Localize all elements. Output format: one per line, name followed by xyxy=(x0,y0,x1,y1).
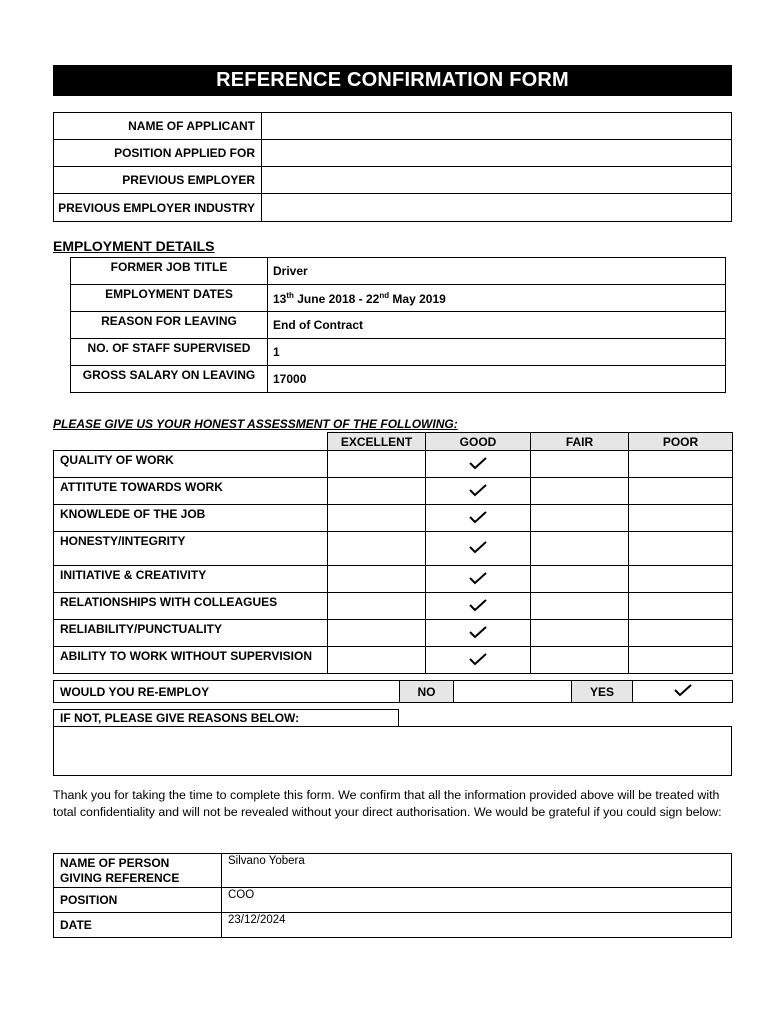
assessment-criterion-label: RELIABILITY/PUNCTUALITY xyxy=(54,620,328,647)
column-good: GOOD xyxy=(426,433,531,451)
rating-cell-fair[interactable] xyxy=(531,566,629,593)
rating-cell-good[interactable] xyxy=(426,532,531,566)
applicant-row xyxy=(54,113,732,140)
rating-cell-fair[interactable] xyxy=(531,451,629,478)
assessment-row xyxy=(54,532,733,566)
assessment-criterion-label: QUALITY OF WORK xyxy=(54,451,328,478)
assessment-criterion-label: ATTITUTE TOWARDS WORK xyxy=(54,478,328,505)
rating-cell-excellent[interactable] xyxy=(328,593,426,620)
reason-for-leaving-field[interactable]: End of Contract xyxy=(268,312,726,339)
assessment-row xyxy=(54,593,733,620)
assessment-row xyxy=(54,647,733,674)
staff-supervised-field[interactable]: 1 xyxy=(268,339,726,366)
rating-cell-poor[interactable] xyxy=(629,593,733,620)
start-day: 13 xyxy=(273,291,287,306)
column-fair: FAIR xyxy=(531,433,629,451)
signature-table xyxy=(53,853,732,938)
assessment-header-blank xyxy=(54,433,328,451)
checkmark-icon xyxy=(468,483,488,497)
applicant-name-field[interactable] xyxy=(262,113,732,140)
checkmark-icon xyxy=(468,456,488,470)
form-title: REFERENCE CONFIRMATION FORM xyxy=(53,65,732,96)
applicant-row xyxy=(54,167,732,194)
reemploy-yes-box[interactable] xyxy=(633,681,733,703)
rating-cell-excellent[interactable] xyxy=(328,647,426,674)
rating-cell-excellent[interactable] xyxy=(328,566,426,593)
reemploy-no-label: NO xyxy=(400,681,454,703)
rating-cell-poor[interactable] xyxy=(629,566,733,593)
rating-cell-excellent[interactable] xyxy=(328,620,426,647)
confirmation-paragraph: Thank you for taking the time to complete this form. We confirm that all the information provided above will be treated with total confidentiality and will not be revealed without your direct authorisation. We would be grateful if you could sign below: xyxy=(53,788,722,819)
rating-cell-good[interactable] xyxy=(426,451,531,478)
previous-employer-industry-label: PREVIOUS EMPLOYER INDUSTRY xyxy=(54,194,262,222)
start-day-suffix: th xyxy=(286,290,294,300)
position-applied-field[interactable] xyxy=(262,140,732,167)
applicant-row xyxy=(54,140,732,167)
rating-cell-poor[interactable] xyxy=(629,620,733,647)
rating-cell-fair[interactable] xyxy=(531,647,629,674)
assessment-row xyxy=(54,620,733,647)
rating-cell-good[interactable] xyxy=(426,505,531,532)
rating-cell-good[interactable] xyxy=(426,647,531,674)
assessment-row xyxy=(54,566,733,593)
rating-cell-excellent[interactable] xyxy=(328,451,426,478)
rating-cell-fair[interactable] xyxy=(531,478,629,505)
assessment-criterion-label: HONESTY/INTEGRITY xyxy=(54,532,328,566)
rating-cell-poor[interactable] xyxy=(629,532,733,566)
assessment-row xyxy=(54,505,733,532)
referee-position-field[interactable]: COO xyxy=(222,888,732,913)
referee-name-label xyxy=(54,854,222,888)
applicant-table xyxy=(53,112,732,222)
reemploy-yes-label: YES xyxy=(572,681,633,703)
rating-cell-fair[interactable] xyxy=(531,593,629,620)
if-not-label: IF NOT, PLEASE GIVE REASONS BELOW: xyxy=(53,709,399,727)
job-title-label: FORMER JOB TITLE xyxy=(71,258,268,285)
rating-cell-good[interactable] xyxy=(426,593,531,620)
job-title-field[interactable]: Driver xyxy=(268,258,726,285)
previous-employer-label: PREVIOUS EMPLOYER xyxy=(54,167,262,194)
referee-label-line1: NAME OF PERSON xyxy=(60,855,170,870)
assessment-table xyxy=(53,432,733,674)
assessment-criterion-label: KNOWLEDE OF THE JOB xyxy=(54,505,328,532)
employment-dates-field[interactable] xyxy=(268,285,726,312)
applicant-row xyxy=(54,194,732,222)
end-date-rest: May 2019 xyxy=(389,291,446,306)
assessment-row xyxy=(54,478,733,505)
gross-salary-field[interactable]: 17000 xyxy=(268,366,726,393)
checkmark-icon xyxy=(468,652,488,666)
assessment-criterion-label: INITIATIVE & CREATIVITY xyxy=(54,566,328,593)
previous-employer-field[interactable] xyxy=(262,167,732,194)
checkmark-icon xyxy=(468,510,488,524)
reason-for-leaving-label: REASON FOR LEAVING xyxy=(71,312,268,339)
rating-cell-poor[interactable] xyxy=(629,451,733,478)
applicant-name-label: NAME OF APPLICANT xyxy=(54,113,262,140)
date-label: DATE xyxy=(54,913,222,938)
column-excellent: EXCELLENT xyxy=(328,433,426,451)
rating-cell-fair[interactable] xyxy=(531,620,629,647)
assessment-criterion-label: ABILITY TO WORK WITHOUT SUPERVISION xyxy=(54,647,328,674)
assessment-row xyxy=(54,451,733,478)
checkmark-icon xyxy=(673,683,693,697)
referee-position-label: POSITION xyxy=(54,888,222,913)
rating-cell-poor[interactable] xyxy=(629,478,733,505)
employment-dates-label: EMPLOYMENT DATES xyxy=(71,285,268,312)
reemploy-no-box[interactable] xyxy=(454,681,572,703)
gross-salary-label: GROSS SALARY ON LEAVING xyxy=(71,366,268,393)
rating-cell-excellent[interactable] xyxy=(328,532,426,566)
rating-cell-fair[interactable] xyxy=(531,505,629,532)
rating-cell-excellent[interactable] xyxy=(328,478,426,505)
position-applied-label: POSITION APPLIED FOR xyxy=(54,140,262,167)
reemploy-table xyxy=(53,680,733,703)
rating-cell-good[interactable] xyxy=(426,566,531,593)
rating-cell-poor[interactable] xyxy=(629,505,733,532)
reemploy-question: WOULD YOU RE-EMPLOY xyxy=(54,681,400,703)
previous-employer-industry-field[interactable] xyxy=(262,194,732,222)
end-day-suffix: nd xyxy=(379,290,390,300)
column-poor: POOR xyxy=(629,433,733,451)
if-not-reasons-field[interactable] xyxy=(53,726,732,776)
date-field[interactable]: 23/12/2024 xyxy=(222,913,732,938)
referee-label-line2: GIVING REFERENCE xyxy=(60,870,180,885)
rating-cell-excellent[interactable] xyxy=(328,505,426,532)
rating-cell-good[interactable] xyxy=(426,620,531,647)
rating-cell-poor[interactable] xyxy=(629,647,733,674)
checkmark-icon xyxy=(468,571,488,585)
date-range-middle: June 2018 - 22 xyxy=(293,291,380,306)
checkmark-icon xyxy=(468,540,488,554)
assessment-criterion-label: RELATIONSHIPS WITH COLLEAGUES xyxy=(54,593,328,620)
checkmark-icon xyxy=(468,598,488,612)
staff-supervised-label: NO. OF STAFF SUPERVISED xyxy=(71,339,268,366)
employment-table xyxy=(70,257,726,393)
assessment-heading: PLEASE GIVE US YOUR HONEST ASSESSMENT OF THE FOLLOWING: xyxy=(53,417,458,431)
referee-name-field[interactable]: Silvano Yobera xyxy=(222,854,732,888)
checkmark-icon xyxy=(468,625,488,639)
rating-cell-good[interactable] xyxy=(426,478,531,505)
employment-details-heading: EMPLOYMENT DETAILS xyxy=(53,238,215,254)
rating-cell-fair[interactable] xyxy=(531,532,629,566)
